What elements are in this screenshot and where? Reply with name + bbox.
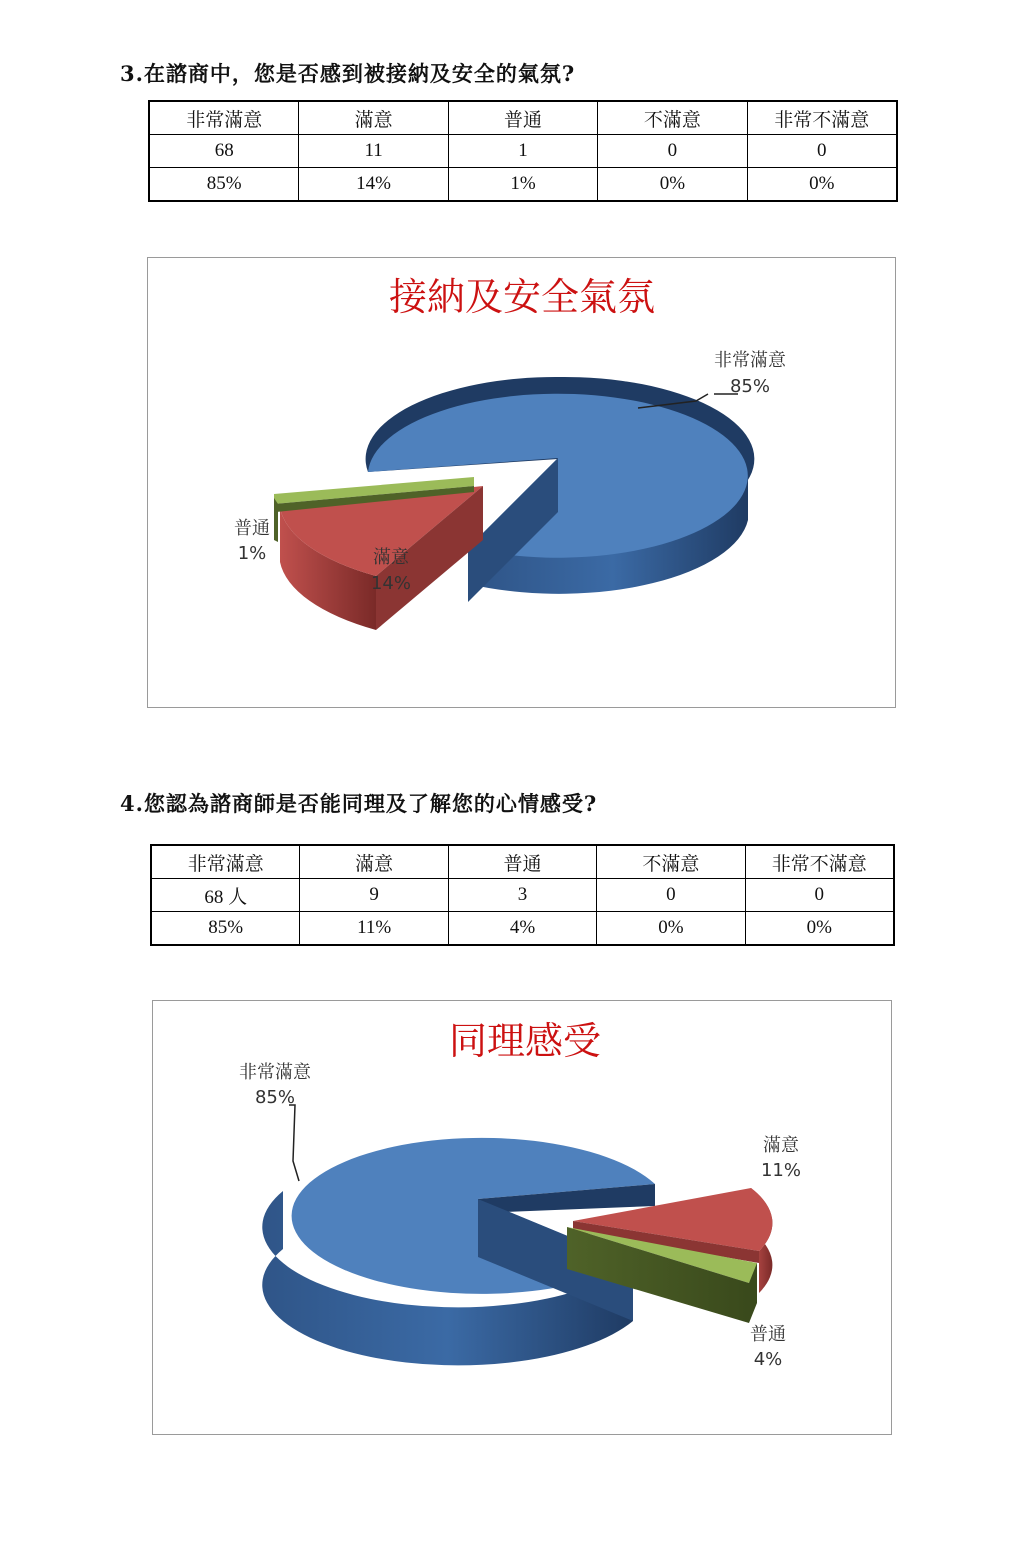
table-cell: 0: [747, 135, 897, 168]
table-cell: 85%: [151, 912, 300, 946]
table-cell: 11: [299, 135, 448, 168]
slice-value: 14%: [370, 573, 412, 594]
slice-label: 普通: [750, 1324, 786, 1345]
chart-title: 接納及安全氣氛: [388, 275, 656, 319]
slice-value: 1%: [237, 543, 267, 564]
slice-label: 非常滿意: [714, 350, 786, 371]
question-4-title: 4.您認為諮商師是否能同理及了解您的心情感受?: [120, 791, 598, 816]
slice-label: 滿意: [373, 547, 409, 568]
table-cell: 0%: [747, 168, 897, 202]
slice-value: 11%: [760, 1160, 802, 1181]
table-cell: 非常滿意: [151, 845, 300, 879]
table-cell: 68 人: [151, 879, 300, 912]
table-cell: 普通: [448, 101, 597, 135]
table-cell: 滿意: [300, 845, 448, 879]
table-row: [151, 845, 894, 879]
q4-table: [150, 844, 895, 946]
table-cell: 85%: [149, 168, 299, 202]
chart-acceptance: [147, 257, 896, 708]
table-cell: 3: [448, 879, 596, 912]
slice-value: 85%: [729, 376, 771, 397]
table-cell: 4%: [448, 912, 596, 946]
table-cell: 1%: [448, 168, 597, 202]
chart-empathy: [152, 1000, 892, 1435]
table-cell: 非常不滿意: [745, 845, 894, 879]
table-cell: 非常滿意: [149, 101, 299, 135]
table-cell: 滿意: [299, 101, 448, 135]
table-row: [149, 101, 897, 135]
table-cell: 0%: [745, 912, 894, 946]
pie-slice-side: [274, 498, 278, 542]
table-row: [149, 168, 897, 202]
table-row: [149, 135, 897, 168]
table-cell: 0%: [597, 912, 745, 946]
q3-table: [148, 100, 898, 202]
table-cell: 普通: [448, 845, 596, 879]
chart-empathy-svg: [153, 1001, 891, 1434]
table-cell: 非常不滿意: [747, 101, 897, 135]
question-3-title: 3.在諮商中，您是否感到被接納及安全的氣氛?: [120, 61, 576, 86]
table-cell: 1: [448, 135, 597, 168]
table-cell: 0%: [598, 168, 747, 202]
table-cell: 0: [598, 135, 747, 168]
table-cell: 11%: [300, 912, 448, 946]
slice-value: 85%: [254, 1087, 296, 1108]
leader-line: [289, 1105, 299, 1181]
table-cell: 9: [300, 879, 448, 912]
table-cell: 0: [597, 879, 745, 912]
table-cell: 不滿意: [598, 101, 747, 135]
chart-title: 同理感受: [448, 1019, 602, 1063]
table-row: [151, 879, 894, 912]
table-cell: 不滿意: [597, 845, 745, 879]
table-row: [151, 912, 894, 946]
table-cell: 14%: [299, 168, 448, 202]
table-cell: 68: [149, 135, 299, 168]
table-cell: 0: [745, 879, 894, 912]
chart-acceptance-svg: [148, 258, 895, 707]
slice-value: 4%: [753, 1349, 783, 1370]
slice-label: 普通: [234, 518, 270, 539]
slice-label: 滿意: [763, 1135, 799, 1156]
slice-label: 非常滿意: [239, 1062, 311, 1083]
